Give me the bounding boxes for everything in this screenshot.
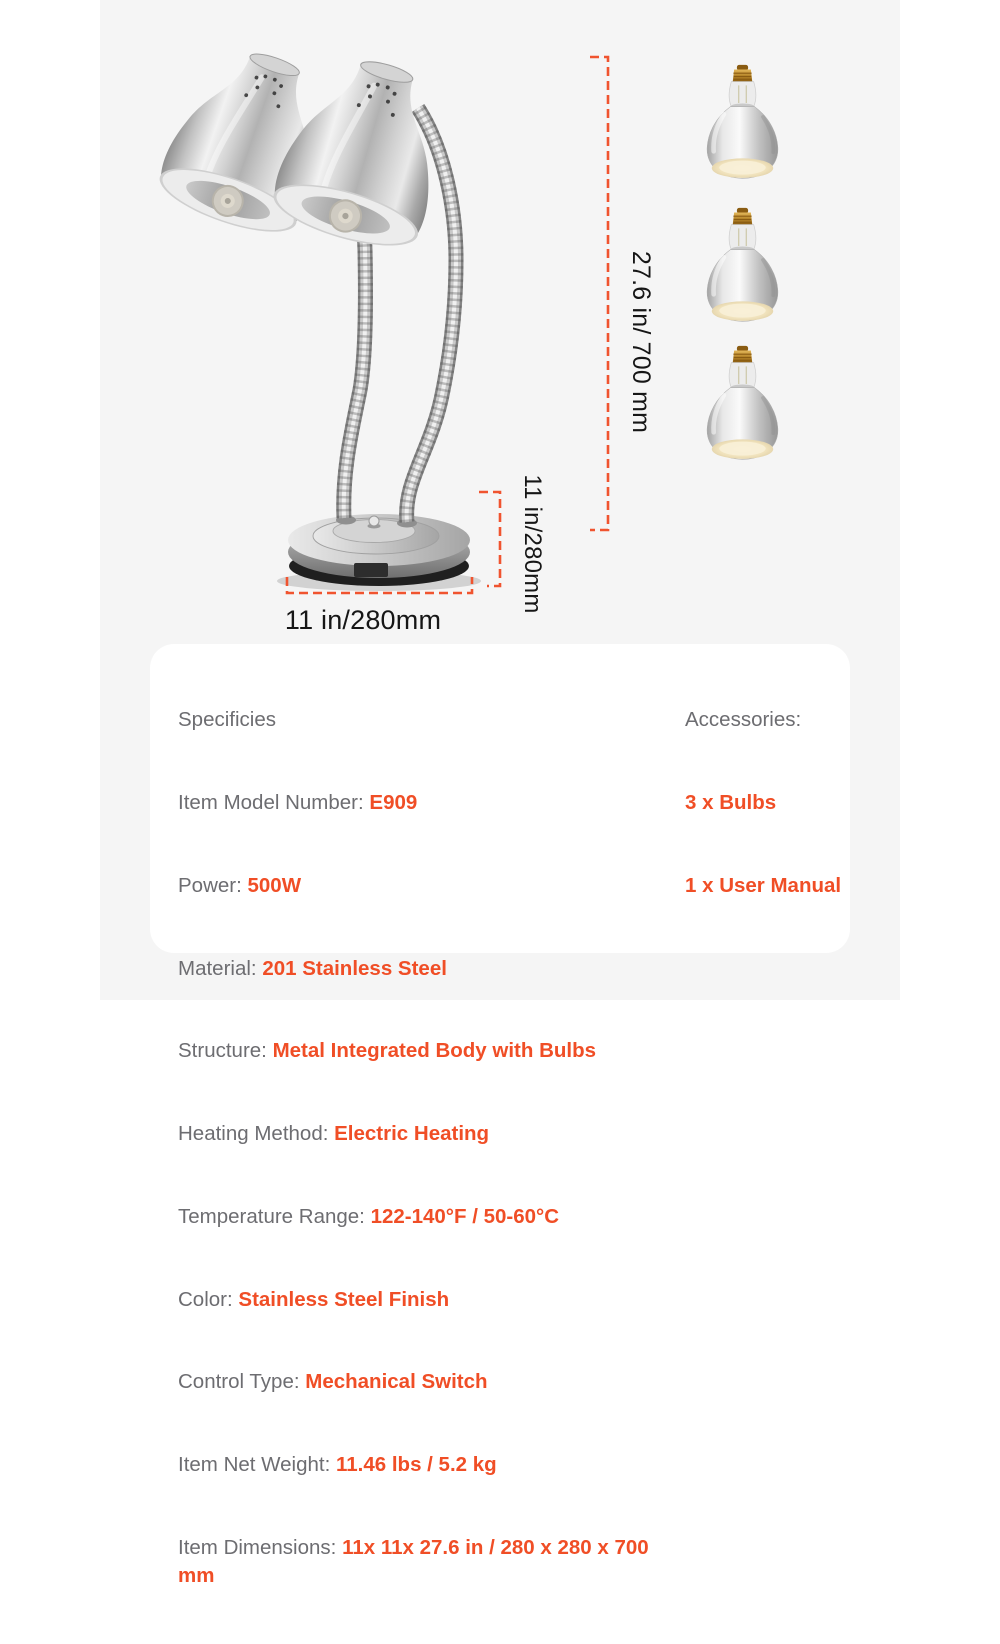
specs-column (178, 651, 678, 1644)
accessory-item-manual: 1 x User Manual (685, 873, 842, 897)
accessory-item-bulbs: 3 x Bulbs (685, 790, 777, 814)
specs-title: Specificies (178, 708, 276, 732)
accessories-column (685, 651, 845, 955)
lamp-height-dimension-line (590, 57, 608, 530)
bulb-illustration-1 (707, 65, 778, 178)
spec-row-material: Material: 201 Stainless Steel (178, 956, 447, 980)
bulb-illustration-3 (707, 346, 778, 459)
base-height-dimension-line (479, 492, 500, 586)
spec-row-color: Color: Stainless Steel Finish (178, 1287, 450, 1311)
base-width-dimension-label: 11 in/280mm (284, 605, 442, 635)
spec-row-model: Item Model Number: E909 (178, 790, 418, 814)
spec-row-power: Power: 500W (178, 873, 302, 897)
spec-panel (150, 644, 850, 1587)
spec-row-control-type: Control Type: Mechanical Switch (178, 1370, 488, 1394)
bulb-illustrations (707, 65, 778, 459)
spec-row-net-weight: Item Net Weight: 11.46 lbs / 5.2 kg (178, 1453, 497, 1477)
spec-row-heating-method: Heating Method: Electric Heating (178, 1122, 490, 1146)
heat-lamp-illustration (151, 34, 481, 591)
spec-row-structure: Structure: Metal Integrated Body with Bulbs (178, 1039, 597, 1063)
bulb-illustration-2 (707, 208, 778, 321)
spec-row-temperature-range: Temperature Range: 122-140°F / 50-60°C (178, 1204, 560, 1228)
lamp-height-dimension-label: 27.6 in/ 700 mm (627, 250, 655, 434)
accessories-title: Accessories: (685, 708, 802, 732)
spec-row-dimensions: Item Dimensions: 11x 11x 27.6 in / 280 x 280 x 700 mm (178, 1536, 655, 1587)
base-height-dimension-label: 11 in/280mm (519, 474, 546, 614)
